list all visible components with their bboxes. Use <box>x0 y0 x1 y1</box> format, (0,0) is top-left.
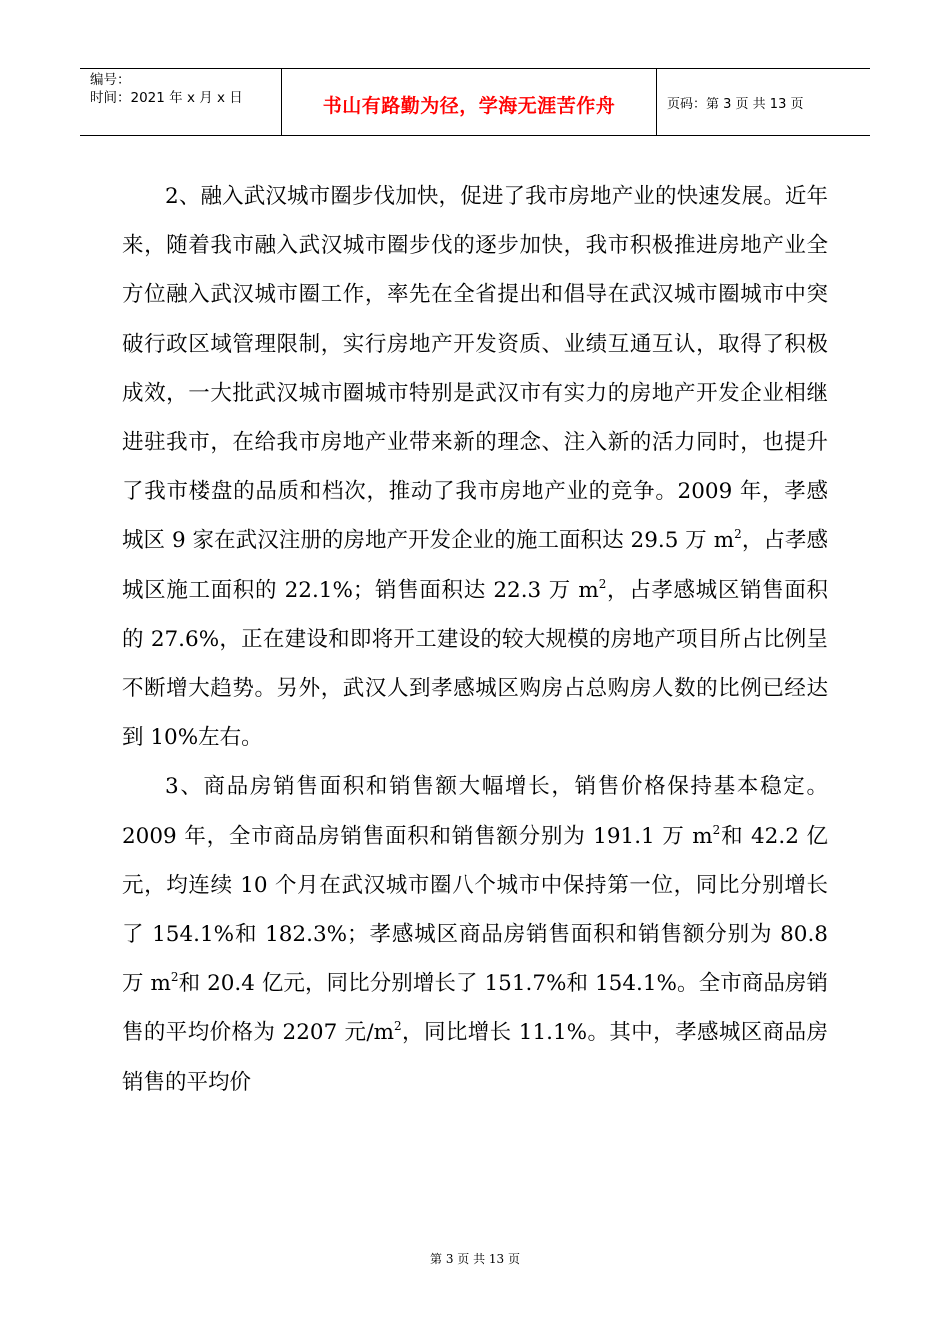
paragraph-1-segment: ，占孝感城区销售面积的 27.6%，正在建设和即将开工建设的较大规模的房地产项目所占比例呈不断增大趋势。另外，武汉人到孝感城区购房占总购房人数的比例已经达到 10%左右。 <box>122 577 828 751</box>
page-footer <box>0 1250 950 1267</box>
header-page-cell <box>657 69 870 135</box>
paragraph-1 <box>122 172 828 762</box>
paragraph-2-segment: 和 20.4 亿元，同比分别增长了 151.7%和 154.1%。全市商品房销售的平均价格为 2207 元/m <box>122 971 828 1046</box>
paragraph-2 <box>122 762 828 1106</box>
paragraph-1-segment: ，占孝感城区施工面积的 22.1%；销售面积达 22.3 万 m <box>122 528 828 603</box>
paragraph-2-segment: 和 42.2 亿元，均连续 10 个月在武汉城市圈八个城市中保持第一位，同比分别增长了 154.1%和 182.3%；孝感城区商品房销售面积和销售额分别为 80.8 万 m <box>122 823 828 997</box>
superscript-2: 2 <box>394 1019 402 1034</box>
header-motto-cell <box>282 69 657 135</box>
superscript-2: 2 <box>170 970 179 985</box>
footer-page-number: 第 3 页 共 13 页 <box>430 1252 520 1266</box>
document-body <box>122 172 828 1107</box>
paragraph-2-segment: ，同比增长 11.1%。其中，孝感城区商品房销售的平均价 <box>122 1020 828 1095</box>
header-left-cell <box>80 69 282 135</box>
document-header <box>80 68 870 136</box>
superscript-2: 2 <box>712 822 721 837</box>
superscript-2: 2 <box>734 527 742 542</box>
motto-text: 书山有路勤为径，学海无涯苦作舟 <box>322 95 616 117</box>
page-info: 页码：第 3 页 共 13 页 <box>667 96 804 112</box>
time-label: 时间：2021 年 x 月 x 日 <box>90 90 243 106</box>
superscript-2: 2 <box>598 576 607 591</box>
number-label: 编号： <box>90 72 131 88</box>
paragraph-2-segment: 3、商品房销售面积和销售额大幅增长，销售价格保持基本稳定。2009 年，全市商品房销售面积和销售额分别为 191.1 万 m <box>122 774 828 849</box>
paragraph-1-segment: 2、融入武汉城市圈步伐加快，促进了我市房地产业的快速发展。近年来，随着我市融入武汉城市圈步伐的逐步加快，我市积极推进房地产业全方位融入武汉城市圈工作，率先在全省提出和倡导在武汉城市圈城市中突破行政区域管理限制，实行房地产开发资质、业绩互通互认，取得了积极成效，一大批武汉城市圈城市特别是武汉市有实力的房地产开发企业相继进驻我市，在给我市房地产业带来新的理念、注入新的活力同时，也提升了我市楼盘的品质和档次，推动了我市房地产业的竞争。2009 年，孝感城区 9 家在武汉注册的房地产开发企业的施工面积达 29.5 万 m <box>122 184 828 554</box>
